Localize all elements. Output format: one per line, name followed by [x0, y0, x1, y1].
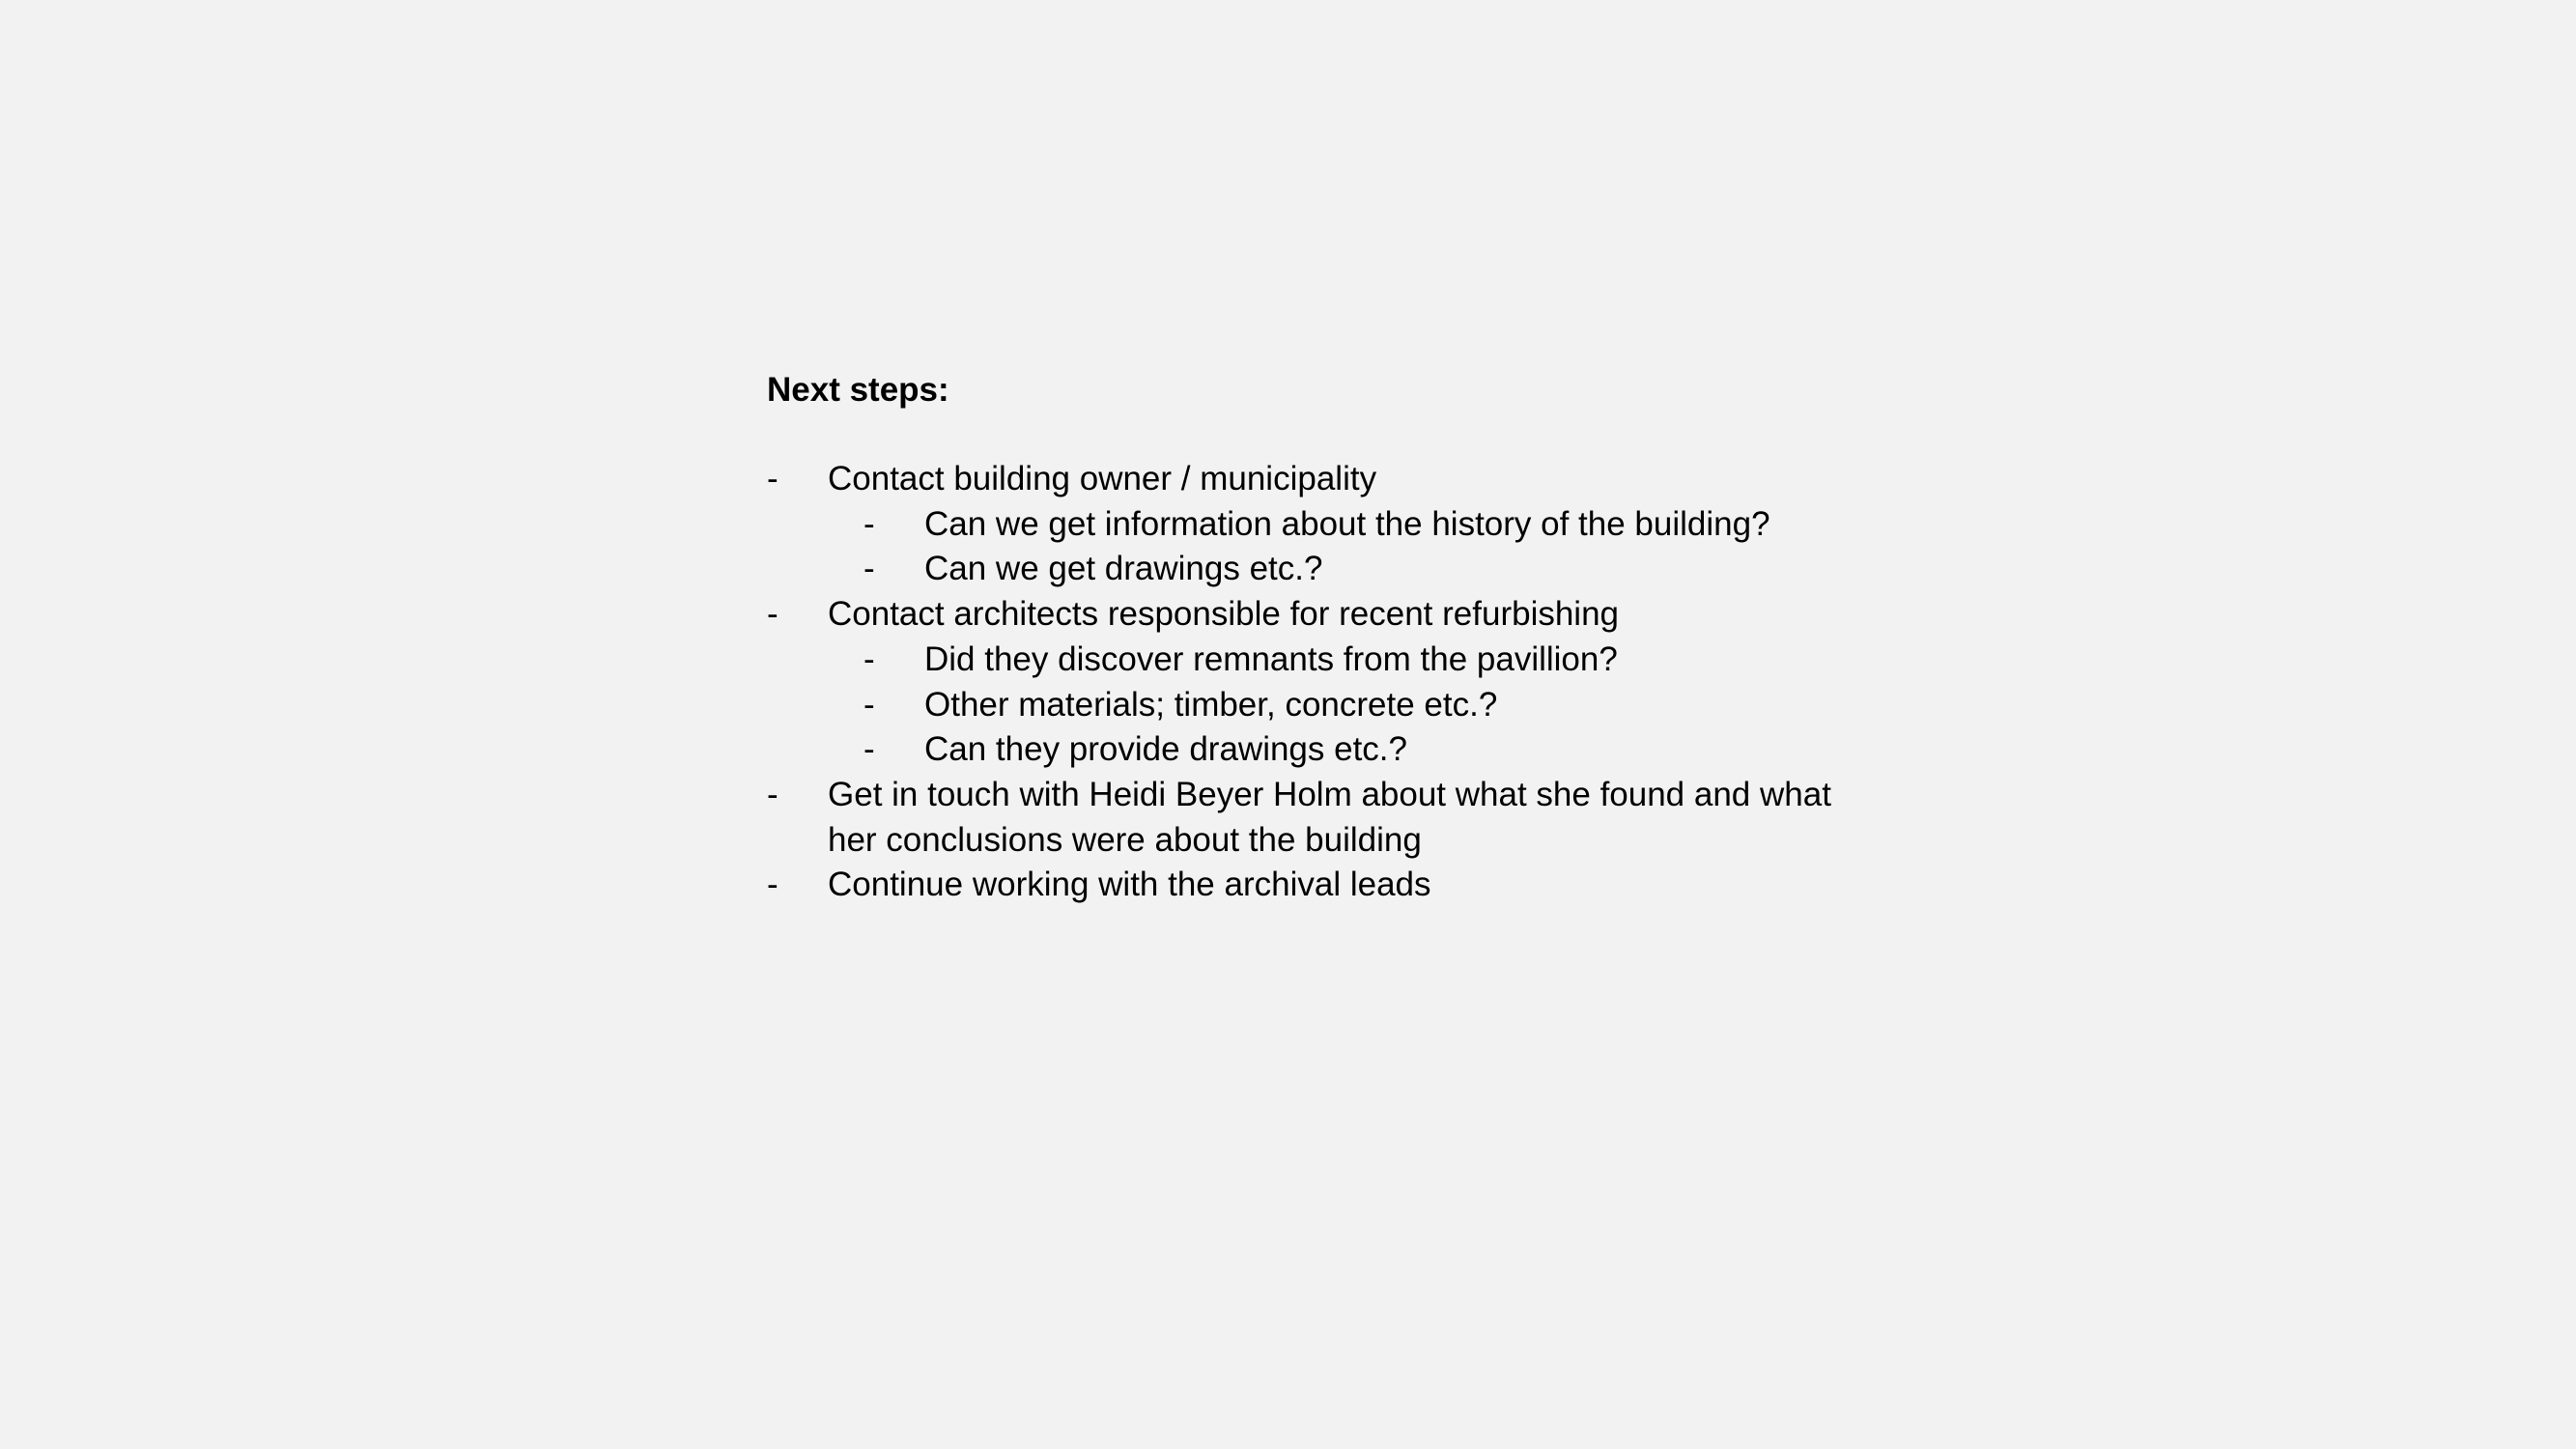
- bullet-dash: -: [767, 460, 778, 497]
- list-item: [767, 773, 1878, 863]
- slide-heading: Next steps:: [767, 371, 949, 409]
- list-item-text: Other materials; timber, concrete etc.?: [924, 685, 1498, 724]
- list-item-text: Can we get information about the history of the building?: [924, 504, 1770, 543]
- list-item-text: Can they provide drawings etc.?: [924, 730, 1407, 769]
- bullet-dash: -: [767, 775, 778, 813]
- list-item-text: Contact architects responsible for recent refurbishing: [828, 595, 1620, 634]
- list-item-text: Can we get drawings etc.?: [924, 550, 1323, 588]
- list-item-text: Continue working with the archival leads: [828, 866, 1431, 904]
- bullet-dash: -: [863, 685, 875, 724]
- list-item-text: Contact building owner / municipality: [828, 460, 1377, 497]
- list-item: [767, 502, 1878, 548]
- list-item: [767, 638, 1878, 683]
- bullet-dash: -: [863, 504, 875, 543]
- bullet-dash: -: [863, 639, 875, 678]
- list-item-text: Did they discover remnants from the pavillion?: [924, 639, 1618, 678]
- list-item: [767, 683, 1878, 728]
- list-item: [767, 457, 1878, 502]
- bullet-dash: -: [863, 550, 875, 588]
- list-item: [767, 727, 1878, 773]
- bullet-dash: -: [767, 866, 778, 904]
- list-item: [767, 592, 1878, 638]
- list-item: [767, 547, 1878, 592]
- bullet-dash: -: [863, 730, 875, 769]
- bullet-dash: -: [767, 595, 778, 634]
- list-item: [767, 863, 1878, 908]
- slide-content: [767, 367, 1878, 908]
- list-item-text: Get in touch with Heidi Beyer Holm about what she found and what her conclusions were about the building: [828, 775, 1831, 859]
